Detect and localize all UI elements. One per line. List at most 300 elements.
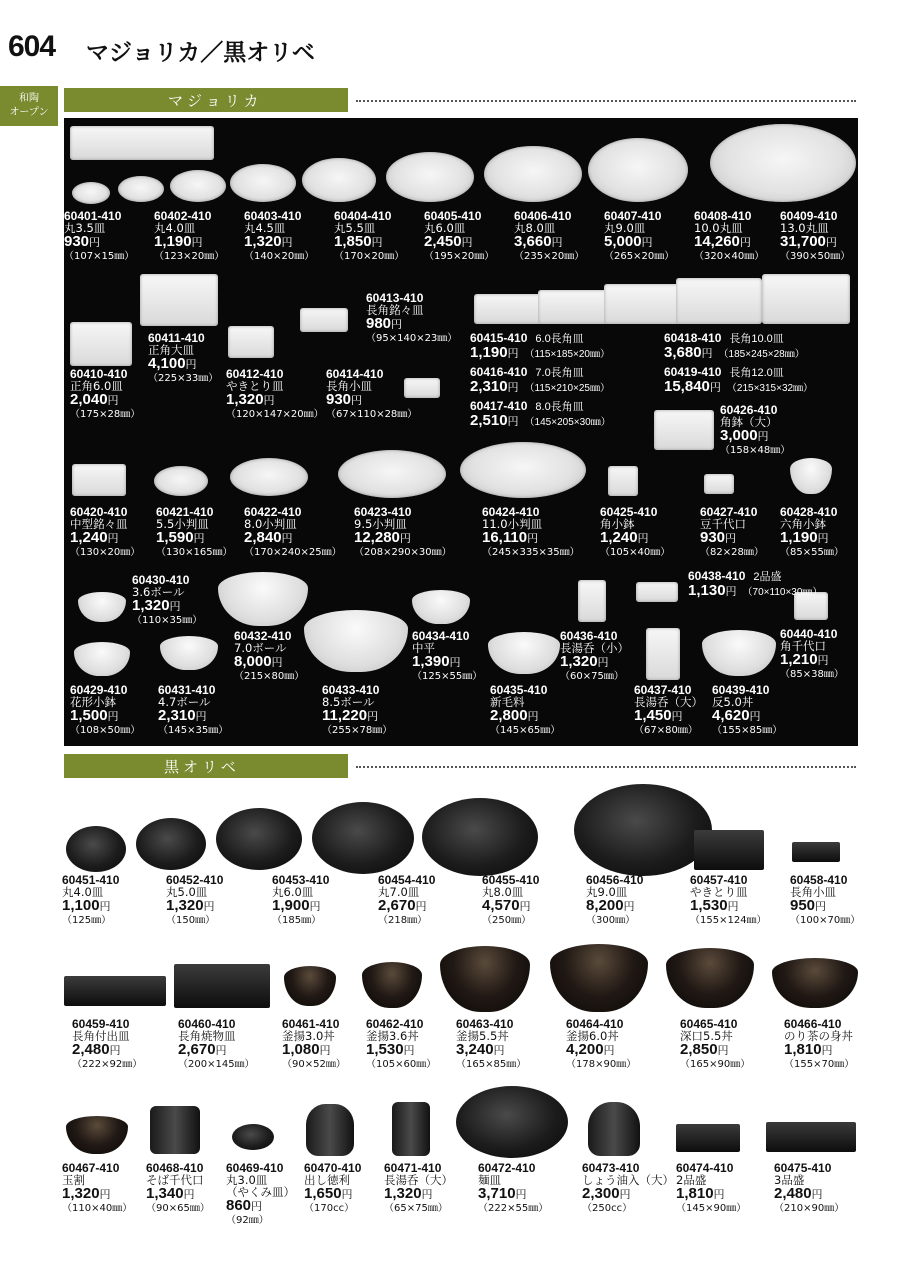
product-size: （108×50㎜） [70,725,141,736]
product-name: 丸5.5皿 [334,221,376,235]
product-size: （185㎜） [272,915,322,926]
price-value: 4,200 [566,1041,604,1058]
black-tray-image [174,964,270,1008]
product-price [470,379,610,397]
price-value: 1,080 [282,1041,320,1058]
price-value: 2,850 [680,1041,718,1058]
black-plate-image [574,784,712,876]
product-price [690,898,767,915]
black-tray-image [694,830,764,870]
product-name: 8.0小判皿 [244,517,297,531]
plate-image [302,158,376,202]
product-name: 長角10.0皿 [729,333,784,345]
product-item [244,210,314,263]
product-price [158,708,228,725]
product-name: 3.6ボール [132,585,185,599]
price-value: 2,800 [490,707,528,724]
product-size: （130×165㎜） [156,547,233,558]
product-size: （215×80㎜） [234,671,305,682]
product-item [720,404,790,457]
product-item [226,368,324,421]
product-name: 豆千代口 [700,517,746,531]
yen-unit: 円 [623,901,635,913]
price-value: 1,320 [226,391,264,408]
product-code-text: 60459-410 [72,1017,130,1031]
price-value: 930 [64,233,90,250]
product-name: 中平 [412,641,435,655]
product-name: 釜揚5.5丼 [456,1029,509,1043]
product-item [70,506,140,559]
product-item [72,1018,142,1071]
oval-plate-image [154,466,208,496]
yen-unit: 円 [449,657,461,669]
side-tab-line2: オープン [9,107,49,118]
product-code-text: 60455-410 [482,873,540,887]
product-item [158,684,228,737]
product-price [354,530,452,547]
product-size: （85×55㎜） [780,547,844,558]
oval-plate-image [230,458,308,496]
product-size: （123×20㎜） [154,251,225,262]
product-size: （105×40㎜） [600,547,671,558]
price-value: 1,340 [146,1185,184,1202]
black-bowl-image [550,944,648,1012]
price-value: 1,190 [780,529,818,546]
yen-unit: 円 [203,901,215,913]
yen-unit: 円 [391,319,403,331]
price-value: 1,320 [166,897,204,914]
price-value: 980 [366,315,392,332]
price-value: 3,000 [720,427,758,444]
black-cup-image [150,1106,200,1154]
product-name: 長角銘々皿 [366,303,424,317]
product-item [482,506,580,559]
product-code-text: 60433-410 [322,683,380,697]
product-code-text: 60453-410 [272,873,330,887]
product-item [514,210,584,263]
product-code-text: 60438-410 [688,569,746,583]
product-price [366,316,457,333]
product-code-text: 60412-410 [226,367,284,381]
price-value: 4,100 [148,355,186,372]
product-name: 正角6.0皿 [70,379,123,393]
product-item [70,684,140,737]
black-bowl-image [284,966,336,1006]
yen-unit: 円 [821,1045,833,1057]
product-size: （82×28㎜） [700,547,764,558]
product-size: （145×90㎜） [676,1203,747,1214]
product-size: （155×124㎜） [690,915,767,926]
yen-unit: 円 [461,237,473,249]
product-code-text: 60406-410 [514,209,572,223]
product-name: 花形小鉢 [70,695,116,709]
product-name: 長角焼物皿 [178,1029,236,1043]
product-price [272,898,329,915]
product-item [780,210,850,263]
product-code-text: 60401-410 [64,209,122,223]
product-name: 六角小鉢 [780,517,826,531]
product-price [244,530,342,547]
product-price [62,898,119,915]
product-item [774,1162,844,1215]
product-code-text: 60470-410 [304,1161,362,1175]
product-code-text: 60429-410 [70,683,128,697]
product-name: 6.0長角皿 [535,333,584,345]
product-code-text: 60423-410 [354,505,412,519]
yen-unit: 円 [281,533,293,545]
yen-unit: 円 [641,237,653,249]
yen-unit: 円 [527,533,539,545]
product-price [64,234,134,251]
product-item [780,628,844,681]
black-plate-image [312,802,414,874]
hex-bowl-image [790,458,832,494]
section-divider [356,100,856,102]
product-item [334,210,404,263]
rect-plate-image [474,294,544,324]
plate-image [484,146,582,202]
rect-plate-image [762,274,850,324]
price-value: 11,220 [322,707,368,724]
yen-unit: 円 [717,1045,729,1057]
product-size: （90×65㎜） [146,1203,210,1214]
product-price [586,898,643,915]
product-size: （107×15㎜） [64,251,135,262]
yen-unit: 円 [527,711,539,723]
product-code-text: 60414-410 [326,367,384,381]
product-item [326,368,417,421]
yen-unit: 円 [109,1045,121,1057]
product-code-text: 60439-410 [712,683,770,697]
product-name: 丸9.0皿 [604,221,646,235]
yen-unit: 円 [169,601,181,613]
product-code-text: 60424-410 [482,505,540,519]
black-divided-tray-image [766,1122,856,1152]
yen-unit: 円 [507,382,519,394]
price-value: 2,480 [774,1185,812,1202]
product-name: 角鉢（大） [720,415,778,429]
product-size: （105×60㎜） [366,1059,437,1070]
product-price [146,1186,210,1203]
section-divider [356,766,856,768]
black-tray-image [792,842,840,862]
product-price [226,392,324,409]
product-size: （90×52㎜） [282,1059,346,1070]
yen-unit: 円 [319,1045,331,1057]
divided-dish-image [636,582,678,602]
product-price [780,530,844,547]
square-plate-image [70,322,132,366]
product-name: 長角小皿 [790,885,836,899]
product-code-text: 60426-410 [720,403,778,417]
product-code-text: 60472-410 [478,1161,536,1175]
product-name: 釜揚3.0丼 [282,1029,335,1043]
product-name: 丸8.0皿 [482,885,524,899]
product-item [366,292,457,345]
product-item [478,1162,548,1215]
product-item [244,506,342,559]
product-size: （185×245×28㎜） [718,349,805,360]
product-price [600,530,670,547]
product-code-text: 60434-410 [412,629,470,643]
product-size: （222×92㎜） [72,1059,143,1070]
product-price [70,708,140,725]
yen-unit: 円 [713,1189,725,1201]
yen-unit: 円 [371,237,383,249]
price-value: 1,530 [690,897,728,914]
product-name: 新毛料 [490,695,525,709]
product-name: 角小鉢 [600,517,635,531]
price-value: 1,590 [156,529,194,546]
yen-unit: 円 [271,657,283,669]
product-size: （208×290×30㎜） [354,547,452,558]
page-title: マジョリカ／黒オリベ [86,40,315,66]
product-item [282,1018,346,1071]
product-price [490,708,560,725]
small-cup-image [704,474,734,494]
product-size: （195×20㎜） [424,251,495,262]
product-size: （115×210×25㎜） [524,383,610,394]
product-size: （255×78㎜） [322,725,393,736]
product-item [700,506,764,559]
product-size: （320×40㎜） [694,251,765,262]
price-value: 2,480 [72,1041,110,1058]
yen-unit: 円 [507,348,519,360]
product-price [166,898,223,915]
price-value: 3,240 [456,1041,494,1058]
product-item [62,874,119,927]
yen-unit: 円 [185,359,197,371]
square-plate-image [140,274,218,326]
product-code-text: 60427-410 [700,505,758,519]
product-code-text: 60413-410 [366,291,424,305]
product-size: （165×85㎜） [456,1059,527,1070]
product-name: やきとり皿 [226,379,284,393]
product-item [582,1162,674,1215]
product-size: （155×70㎜） [784,1059,855,1070]
product-size: （125㎜） [62,915,112,926]
price-value: 1,240 [600,529,638,546]
product-code-text: 60419-410 [664,365,722,379]
product-item [676,1162,746,1215]
product-name: 3品盛 [774,1173,805,1187]
product-item [470,400,611,431]
yen-unit: 円 [815,901,827,913]
black-cup-image [392,1102,430,1156]
product-price [226,1198,295,1215]
product-item [146,1162,210,1215]
price-value: 2,450 [424,233,462,250]
product-item [664,332,805,363]
price-value: 1,320 [384,1185,422,1202]
product-name: 4.7ボール [158,695,211,709]
price-value: 1,210 [780,651,818,668]
plate-image [170,170,226,202]
product-name: 丸6.0皿 [272,885,314,899]
product-size: （235×20㎜） [514,251,585,262]
product-price [664,379,813,397]
oval-plate-image [338,450,446,498]
price-value: 1,810 [784,1041,822,1058]
black-plate-image [136,818,206,870]
product-item [148,332,218,385]
product-price [322,708,392,725]
yen-unit: 円 [99,901,111,913]
product-name: 正角大皿 [148,343,194,357]
price-value: 2,310 [470,378,508,395]
product-price [424,234,494,251]
black-bowl-image [772,958,858,1008]
rim-sample-image [70,126,214,160]
product-code-text: 60451-410 [62,873,120,887]
yen-unit: 円 [191,237,203,249]
product-name: 11.0小判皿 [482,517,543,531]
cup-image [578,580,606,622]
product-size: （170×20㎜） [334,251,405,262]
product-name: 10.0丸皿 [694,221,743,235]
plate-image [72,464,126,496]
product-item [560,630,629,683]
product-code-text: 60466-410 [784,1017,842,1031]
product-code-text: 60407-410 [604,209,662,223]
product-code-text: 60436-410 [560,629,618,643]
product-price [694,234,764,251]
black-tray-image [64,976,166,1006]
product-price [560,654,629,671]
product-code-text: 60462-410 [366,1017,424,1031]
product-size: （175×28㎜） [70,409,141,420]
product-code-text: 60460-410 [178,1017,236,1031]
yen-unit: 円 [817,533,829,545]
yen-unit: 円 [739,237,751,249]
product-price [334,234,404,251]
product-code-text: 60463-410 [456,1017,514,1031]
price-value: 4,620 [712,707,750,724]
price-value: 1,190 [470,344,508,361]
black-bottle-image [306,1104,354,1156]
product-size: （300㎜） [586,915,636,926]
product-name: 丸5.0皿 [166,885,208,899]
product-name: 長角付出皿 [72,1029,130,1043]
product-price [148,356,218,373]
bowl-image [160,636,218,670]
product-price [326,392,417,409]
black-soy-pot-image [588,1102,640,1156]
product-size: （250cc） [582,1203,633,1214]
product-item [384,1162,453,1215]
product-size: （245×335×35㎜） [482,547,580,558]
product-item [226,1162,295,1227]
plate-image [230,164,296,202]
price-value: 1,320 [560,653,598,670]
product-code-text: 60410-410 [70,367,128,381]
product-price [720,428,790,445]
product-price [482,898,539,915]
yen-unit: 円 [507,416,519,428]
product-price [664,345,805,363]
plate-image [710,124,856,202]
product-code-text: 60402-410 [154,209,212,223]
product-size: （390×50㎜） [780,251,851,262]
product-item [272,874,329,927]
product-code-text: 60416-410 [470,365,528,379]
product-size: （110×40㎜） [62,1203,133,1214]
product-size: （150㎜） [166,915,216,926]
product-size: （67×80㎜） [634,725,698,736]
side-tab[interactable] [0,86,58,126]
product-item [166,874,223,927]
yen-unit: 円 [701,348,713,360]
price-value: 2,670 [378,897,416,914]
product-code-text: 60431-410 [158,683,216,697]
product-size: （145×35㎜） [158,725,229,736]
product-item [70,368,140,421]
product-name: 玉割 [62,1173,85,1187]
section-header-majolica: マジョリカ [64,88,348,112]
product-item [234,630,304,683]
product-price [514,234,584,251]
product-price [780,234,850,251]
product-code-text: 60428-410 [780,505,838,519]
price-value: 1,850 [334,233,372,250]
product-price [676,1186,746,1203]
product-size: （92㎜） [226,1215,269,1226]
yen-unit: 円 [89,237,101,249]
product-size: （120×147×20㎜） [226,409,324,420]
yen-unit: 円 [597,657,609,669]
product-name: 丸9.0皿 [586,885,628,899]
product-name: 角千代口 [780,639,826,653]
price-value: 31,700 [780,233,826,250]
price-value: 1,100 [62,897,100,914]
yen-unit: 円 [725,533,737,545]
product-item [586,874,643,927]
product-size: （165×90㎜） [680,1059,751,1070]
product-size: （215×315×32㎜） [726,383,814,394]
product-price [282,1042,346,1059]
bowl-image [218,572,308,626]
yen-unit: 円 [811,1189,823,1201]
product-code-text: 60475-410 [774,1161,832,1175]
product-name: 9.5小判皿 [354,517,407,531]
black-plate-image [66,826,126,872]
product-name: 丸3.0皿 [226,1173,268,1187]
yen-unit: 円 [671,711,683,723]
product-item [378,874,435,927]
yen-unit: 円 [515,1189,527,1201]
product-size: （200×145㎜） [178,1059,255,1070]
product-price [482,530,580,547]
product-name: 丸4.0皿 [62,885,104,899]
product-price [154,234,224,251]
product-size: （225×33㎜） [148,373,219,384]
product-size: （210×90㎜） [774,1203,845,1214]
product-code-text: 60440-410 [780,627,838,641]
bowl-image [304,610,408,672]
bowl-image [412,590,470,624]
yen-unit: 円 [99,1189,111,1201]
yen-unit: 円 [749,711,761,723]
product-item [690,874,767,927]
side-tab-line1: 和陶 [19,93,39,104]
yen-unit: 円 [637,533,649,545]
product-name: 5.5小判皿 [156,517,209,531]
product-code-text: 60421-410 [156,505,214,519]
product-price [780,652,844,669]
yen-unit: 円 [757,431,769,443]
product-size: （155×85㎜） [712,725,783,736]
price-value: 1,500 [70,707,108,724]
